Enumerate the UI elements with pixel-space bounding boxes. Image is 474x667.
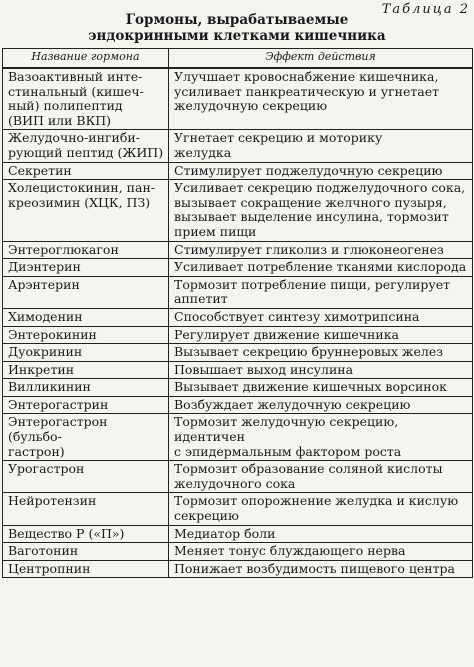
table-row	[3, 493, 473, 525]
hormone-name-cell: Энтероглюкагон	[3, 241, 169, 259]
hormones-table	[2, 48, 473, 578]
table-row	[3, 560, 473, 578]
column-header-name: Название гормона	[3, 49, 169, 69]
hormone-effect-cell: Стимулирует гликолиз и глюконеогенез	[169, 241, 473, 259]
title-line-2: эндокринными клетками кишечника	[88, 28, 386, 44]
hormone-name-cell: Вилликинин	[3, 379, 169, 397]
hormone-name-cell: Урогастрон	[3, 461, 169, 493]
hormone-name-cell: Ваготонин	[3, 543, 169, 561]
table-row	[3, 276, 473, 308]
table-row	[3, 68, 473, 130]
hormone-name-cell: Химоденин	[3, 308, 169, 326]
hormone-name-cell: Инкретин	[3, 361, 169, 379]
table-row	[3, 414, 473, 461]
table-row	[3, 308, 473, 326]
hormone-effect-cell: Тормозит желудочную секрецию, идентичен с эпидермальным фактором роста	[169, 414, 473, 461]
hormone-name-cell: Центропнин	[3, 560, 169, 578]
table-row	[3, 461, 473, 493]
hormone-name-cell: Арэнтерин	[3, 276, 169, 308]
hormone-effect-cell: Вызывает движение кишечных ворсинок	[169, 379, 473, 397]
hormone-effect-cell: Повышает выход инсулина	[169, 361, 473, 379]
hormone-effect-cell: Тормозит потребление пищи, регулирует аппетит	[169, 276, 473, 308]
header-row	[3, 49, 473, 69]
table-row	[3, 162, 473, 180]
hormone-effect-cell: Улучшает кровоснабжение кишечника, усиливает панкреатическую и угнетает желудочную секрецию	[169, 68, 473, 130]
title-line-1: Гормоны, вырабатываемые	[125, 12, 349, 28]
hormone-effect-cell: Вызывает секрецию бруннеровых желез	[169, 344, 473, 362]
table-row	[3, 361, 473, 379]
hormone-effect-cell: Способствует синтезу химотрипсина	[169, 308, 473, 326]
hormone-name-cell: Холецистокинин, пан- креозимин (ХЦК, ПЗ)	[3, 180, 169, 241]
hormone-name-cell: Вещество P («П»)	[3, 525, 169, 543]
table-row	[3, 130, 473, 162]
hormone-name-cell: Диэнтерин	[3, 259, 169, 277]
hormone-effect-cell: Тормозит образование соляной кислоты желудочного сока	[169, 461, 473, 493]
table-row	[3, 396, 473, 414]
table-number: Таблица 2	[381, 2, 470, 17]
table-row	[3, 180, 473, 241]
table-row	[3, 379, 473, 397]
hormone-name-cell: Энтерогастрин	[3, 396, 169, 414]
hormone-name-cell: Энтерогастрон (бульбо- гастрон)	[3, 414, 169, 461]
hormone-effect-cell: Тормозит опорожнение желудка и кислую секрецию	[169, 493, 473, 525]
hormone-effect-cell: Регулирует движение кишечника	[169, 326, 473, 344]
hormone-name-cell: Энтерокинин	[3, 326, 169, 344]
hormone-effect-cell: Возбуждает желудочную секрецию	[169, 396, 473, 414]
hormone-effect-cell: Угнетает секрецию и моторику желудка	[169, 130, 473, 162]
hormone-name-cell: Дуокринин	[3, 344, 169, 362]
table-row	[3, 525, 473, 543]
table-row	[3, 241, 473, 259]
hormone-effect-cell: Усиливает потребление тканями кислорода	[169, 259, 473, 277]
hormone-effect-cell: Стимулирует поджелудочную секрецию	[169, 162, 473, 180]
hormone-name-cell: Желудочно-ингиби- рующий пептид (ЖИП)	[3, 130, 169, 162]
hormone-name-cell: Вазоактивный инте- стинальный (кишеч- ный) полипептид (ВИП или ВКП)	[3, 68, 169, 130]
table-row	[3, 344, 473, 362]
hormone-name-cell: Нейротензин	[3, 493, 169, 525]
table-row	[3, 326, 473, 344]
hormone-name-cell: Секретин	[3, 162, 169, 180]
column-header-effect: Эффект действия	[169, 49, 473, 69]
table-title	[0, 12, 474, 44]
hormone-effect-cell: Усиливает секрецию поджелудочного сока, вызывает сокращение желчного пузыря, вызывает выделение инсулина, тормозит прием пищи	[169, 180, 473, 241]
hormone-effect-cell: Понижает возбудимость пищевого центра	[169, 560, 473, 578]
table-row	[3, 259, 473, 277]
table-row	[3, 543, 473, 561]
hormone-effect-cell: Меняет тонус блуждающего нерва	[169, 543, 473, 561]
hormone-effect-cell: Медиатор боли	[169, 525, 473, 543]
table-body	[3, 68, 473, 578]
